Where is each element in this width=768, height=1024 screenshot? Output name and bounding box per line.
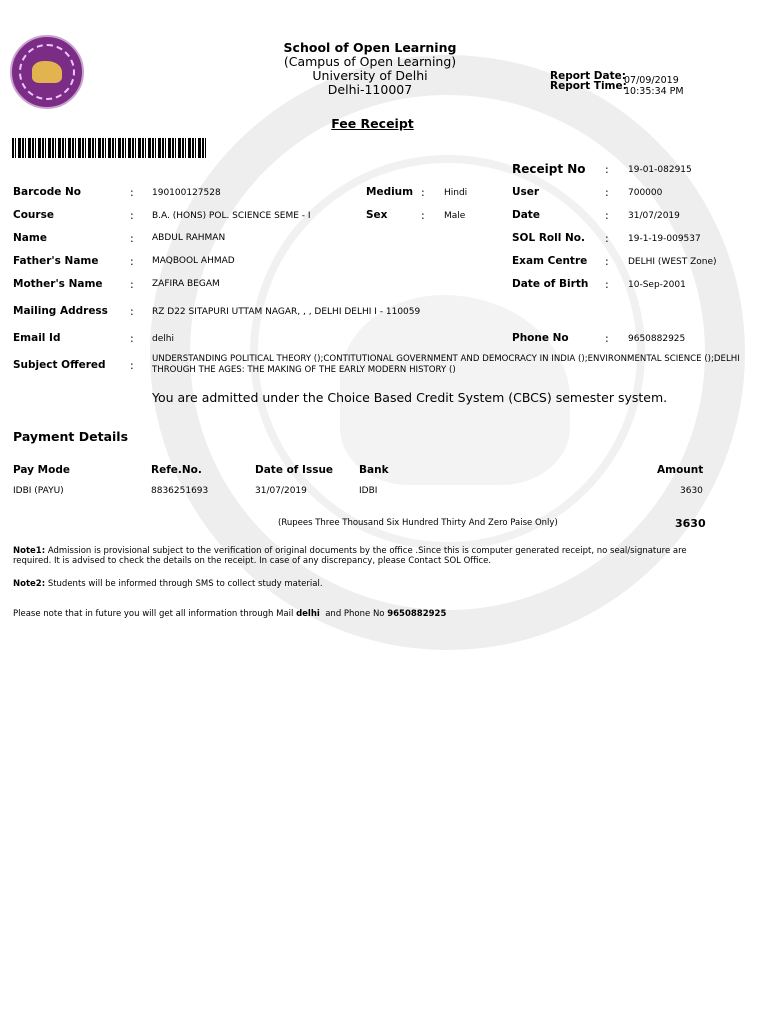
roll-no-label: SOL Roll No. — [512, 232, 585, 244]
colon: : — [605, 278, 609, 291]
note-2-text: Students will be informed through SMS to collect study material. — [47, 579, 323, 589]
report-date-value: 07/09/2019 — [624, 75, 679, 86]
column-header-ref-no: Refe.No. — [151, 464, 202, 476]
subject-offered-label: Subject Offered — [13, 359, 106, 371]
column-header-date-of-issue: Date of Issue — [255, 464, 334, 476]
medium-value: Hindi — [444, 188, 468, 198]
sex-label: Sex — [366, 209, 388, 221]
mother-name-value: ZAFIRA BEGAM — [152, 279, 220, 289]
future-note-mail: delhi — [296, 609, 320, 619]
colon: : — [130, 278, 134, 291]
logo-ring — [19, 44, 75, 100]
medium-label: Medium — [366, 186, 414, 198]
email-value: delhi — [152, 334, 174, 344]
future-note-mid: and Phone No — [325, 609, 385, 619]
father-name-value: MAQBOOL AHMAD — [152, 256, 235, 266]
colon: : — [130, 359, 134, 372]
colon: : — [605, 232, 609, 245]
column-header-amount: Amount — [657, 464, 704, 476]
colon: : — [130, 255, 134, 268]
mother-name-label: Mother's Name — [13, 278, 103, 290]
mailing-address-label: Mailing Address — [13, 305, 108, 317]
name-label: Name — [13, 232, 47, 244]
report-time-value: 10:35:34 PM — [624, 86, 684, 97]
note-1 — [13, 546, 713, 566]
phone-label: Phone No — [512, 332, 569, 344]
mailing-address-value: RZ D22 SITAPURI UTTAM NAGAR, , , DELHI DELHI I - 110059 — [152, 307, 421, 317]
roll-no-value: 19-1-19-009537 — [628, 234, 701, 244]
colon: : — [605, 332, 609, 345]
date-label: Date — [512, 209, 540, 221]
dob-value: 10-Sep-2001 — [628, 280, 686, 290]
admission-statement: You are admitted under the Choice Based Credit System (CBCS) semester system. — [152, 390, 668, 405]
total-amount: 3630 — [675, 517, 706, 530]
report-time-label: Report Time: — [550, 80, 627, 92]
colon: : — [605, 163, 609, 176]
cell-pay-mode: IDBI (PAYU) — [13, 486, 64, 496]
email-label: Email Id — [13, 332, 61, 344]
column-header-pay-mode: Pay Mode — [13, 464, 70, 476]
exam-centre-label: Exam Centre — [512, 255, 588, 267]
cell-ref-no: 8836251693 — [151, 486, 209, 496]
father-name-label: Father's Name — [13, 255, 99, 267]
note-1-label: Note1: — [13, 546, 46, 556]
cell-amount: 3630 — [680, 486, 703, 496]
colon: : — [130, 332, 134, 345]
course-value: B.A. (HONS) POL. SCIENCE SEME - I — [152, 211, 311, 221]
colon: : — [130, 209, 134, 222]
colon: : — [130, 186, 134, 199]
future-communication-note — [13, 609, 713, 619]
future-note-phone: 9650882925 — [387, 609, 447, 619]
name-value: ABDUL RAHMAN — [152, 233, 226, 243]
document-title: Fee Receipt — [331, 116, 414, 131]
colon: : — [421, 209, 425, 222]
note-1-text: Admission is provisional subject to the verification of original documents by the office .Since this is computer generated receipt, no seal/signature are required. It is advised to check the details on the receipt. In case of any discrepancy, please Contact SOL Office. — [13, 546, 687, 566]
receipt-no-label: Receipt No — [512, 162, 586, 176]
university-address: Delhi-110007 — [327, 82, 413, 97]
note-2 — [13, 579, 713, 589]
campus-name: (Campus of Open Learning) — [283, 54, 457, 69]
future-note-prefix: Please note that in future you will get all information through Mail — [13, 609, 294, 619]
cell-bank: IDBI — [359, 486, 378, 496]
date-value: 31/07/2019 — [628, 211, 680, 221]
colon: : — [605, 186, 609, 199]
colon: : — [605, 255, 609, 268]
exam-centre-value: DELHI (WEST Zone) — [628, 257, 717, 267]
receipt-no-value: 19-01-082915 — [628, 165, 692, 175]
course-label: Course — [13, 209, 54, 221]
school-name: School of Open Learning — [283, 40, 457, 55]
column-header-bank: Bank — [359, 464, 389, 476]
subject-offered-value: UNDERSTANDING POLITICAL THEORY ();CONTITUTIONAL GOVERNMENT AND DEMOCRACY IN INDIA ();ENVIRONMENTAL SCIENCE ();DELHI THROUGH THE AGES: THE MAKING OF THE EARLY MODERN HISTORY () — [152, 354, 740, 375]
cell-date-of-issue: 31/07/2019 — [255, 486, 307, 496]
dob-label: Date of Birth — [512, 278, 589, 290]
user-label: User — [512, 186, 540, 198]
barcode-image — [12, 138, 208, 158]
university-logo — [10, 35, 84, 109]
barcode-no-value: 190100127528 — [152, 188, 221, 198]
colon: : — [421, 186, 425, 199]
colon: : — [130, 232, 134, 245]
note-2-label: Note2: — [13, 579, 46, 589]
amount-in-words: (Rupees Three Thousand Six Hundred Thirty And Zero Paise Only) — [278, 518, 558, 528]
report-date-label: Report Date: — [550, 70, 626, 82]
colon: : — [130, 305, 134, 318]
payment-details-heading: Payment Details — [13, 429, 129, 444]
barcode-no-label: Barcode No — [13, 186, 81, 198]
user-value: 700000 — [628, 188, 663, 198]
sex-value: Male — [444, 211, 466, 221]
phone-value: 9650882925 — [628, 334, 686, 344]
elephant-icon — [32, 61, 62, 83]
university-name: University of Delhi — [312, 68, 428, 83]
colon: : — [605, 209, 609, 222]
